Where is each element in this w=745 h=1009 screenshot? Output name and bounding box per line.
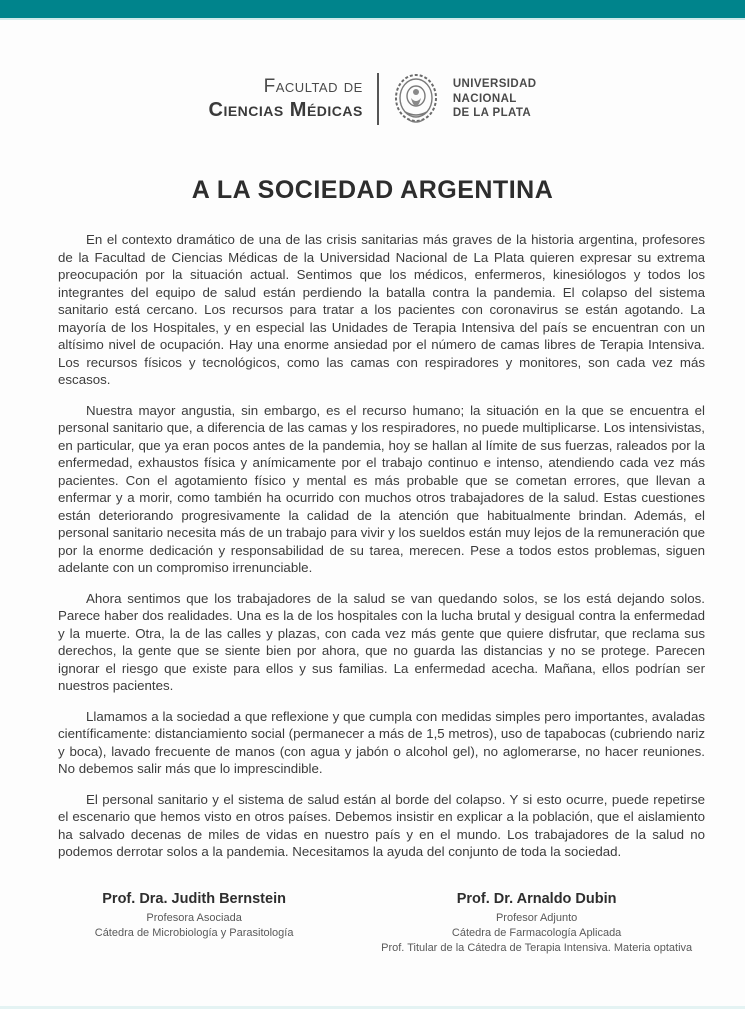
signer-department: Cátedra de Farmacología Aplicada bbox=[451, 926, 622, 939]
university-name-line2: NACIONAL bbox=[452, 92, 517, 105]
header-divider bbox=[377, 73, 379, 125]
faculty-name-block bbox=[209, 77, 363, 122]
signature-block-dubin bbox=[348, 891, 725, 956]
paragraph-3: Ahora sentimos que los trabajadores de la salud se van quedando solos, se los está dejando solos. Parece haber dos realidades. Una es la de los hospitales con la lucha brutal y desigual contra la enfermedad y la muerte. Otra, la de las calles y plazas, con cada vez más gente que quiere disfrutar, que reclama sus derechos, la gente que se siente bien por ahora, que no guarda las distancias y no se protege. Parecen ignorar el riesgo que existe para ellos y sus familias. La enfermedad acecha. Mañana, ellos podrían ser nuestros pacientes. bbox=[58, 590, 705, 693]
university-name-line3: DE LA PLATA bbox=[452, 107, 532, 120]
signer-role: Profesor Adjunto bbox=[495, 911, 578, 924]
signer-extra-title: Prof. Titular de la Cátedra de Terapia Intensiva. Materia optativa bbox=[381, 941, 693, 954]
paragraph-4: Llamamos a la sociedad a que reflexione y que cumpla con medidas simples pero importantes, avaladas científicamente: distanciamiento social (permanecer a más de 1,5 metros), uso de tapabocas (cubriendo nariz y boca), lavado frecuente de manos (con agua y jabón o alcohol gel), no aglomerarse, no hacer reuniones. No debemos salir más que lo imprescindible. bbox=[58, 708, 705, 776]
paragraph-1: En el contexto dramático de una de las crisis sanitarias más graves de la historia argentina, profesores de la Facultad de Ciencias Médicas de la Universidad Nacional de La Plata quieren expresar su extrema preocupación por la situación actual. Sentimos que los médicos, enfermeros, kinesiólogos y todos los integrantes del equipo de salud están perdiendo la batalla contra la pandemia. El colapso del sistema sanitario está cercano. Los recursos para tratar a los pacientes con coronavirus se están agotando. La mayoría de los Hospitales, y en especial las Unidades de Terapia Intensiva del país se encuentran con un altísimo nivel de ocupación. Hay una enorme ansiedad por el número de camas libres de Terapia Intensiva. Los recursos físicos y tecnológicos, como las camas con respiradores y monitores, son cada vez más escasos. bbox=[58, 232, 705, 387]
university-name-line1: UNIVERSIDAD bbox=[452, 78, 537, 91]
signature-section bbox=[0, 891, 745, 956]
faculty-name-line1: Facultad de bbox=[263, 75, 363, 97]
signature-block-bernstein bbox=[40, 891, 348, 956]
unlp-seal-icon bbox=[393, 72, 439, 126]
university-name-block bbox=[453, 77, 537, 120]
signer-name: Prof. Dra. Judith Bernstein bbox=[102, 890, 286, 907]
paragraph-2: Nuestra mayor angustia, sin embargo, es el recurso humano; la situación en la que se encuentra el personal sanitario que, a diferencia de las camas y los respiradores, no puede multiplicarse. Los intensivistas, en particular, que ya eran pocos antes de la pandemia, hoy se hallan al límite de sus fuerzas, raleados por la enfermedad, exhaustos física y anímicamente por el trabajo continuo e intenso, atendiendo cada vez más pacientes. Con el agotamiento físico y mental es más probable que se cometan errores, que llevan a enfermar y a morir, como también ha ocurrido con muchos otros trabajadores de la salud. Estas cuestiones están deteriorando progresivamente la calidad de la atención que habitualmente brindan. Además, el personal sanitario necesita más de un trabajo para vivir y los sueldos están muy lejos de la remuneración que por la enorme dedicación y responsabilidad de su tarea, merecen. Pese a todos estos problemas, siguen adelante con un compromiso irrenunciable. bbox=[58, 402, 705, 575]
signer-department: Cátedra de Microbiología y Parasitología bbox=[94, 926, 294, 939]
letter-body bbox=[0, 231, 745, 861]
page-title: A LA SOCIEDAD ARGENTINA bbox=[191, 176, 554, 204]
faculty-name-line2: Ciencias Médicas bbox=[208, 99, 363, 122]
paragraph-5: El personal sanitario y el sistema de salud están al borde del colapso. Y si esto ocurre, puede repetirse el escenario que hemos visto en otros países. Debemos insistir en explicar a la población, que el aislamiento ha salvado decenas de miles de vidas en nuestro país y en el mundo. Los trabajadores de la salud no podemos derrotar solos a la pandemia. Necesitamos la ayuda del conjunto de toda la sociedad. bbox=[58, 791, 705, 859]
letterhead bbox=[0, 72, 745, 126]
signer-role: Profesora Asociada bbox=[146, 911, 242, 924]
top-bar bbox=[0, 0, 745, 20]
signer-name: Prof. Dr. Arnaldo Dubin bbox=[456, 890, 617, 907]
